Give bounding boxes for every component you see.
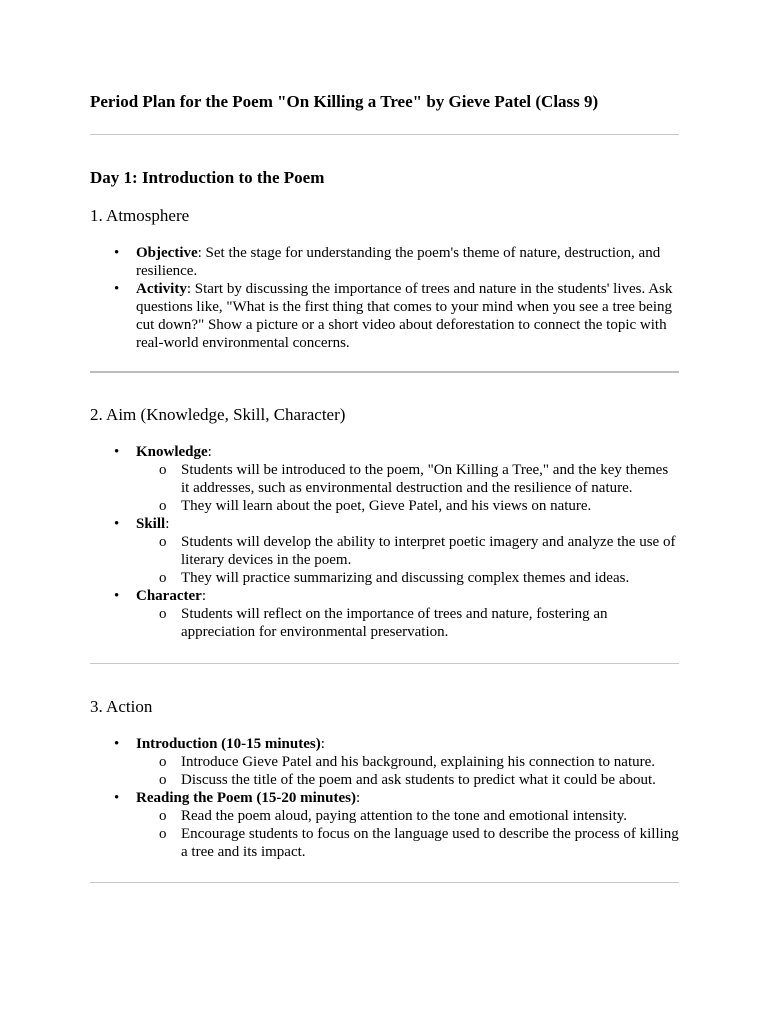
document-title: Period Plan for the Poem "On Killing a Tree" by Gieve Patel (Class 9)	[90, 92, 599, 111]
sub-bullet-icon: o	[159, 462, 167, 478]
bullet-icon: •	[114, 790, 120, 806]
sub-list-item: o Read the poem aloud, paying attention to the tone and emotional intensity.	[159, 808, 628, 824]
list-item-objective	[90, 244, 680, 280]
item-text: : Start by discussing the importance of trees and nature in the students' lives. Ask questions like, "What is the first thing that comes to your mind when you see a tree being cut down?" Show a picture or a short video about deforestation to connect the topic with real-world environmental concerns.	[136, 281, 673, 351]
list-item-introduction	[90, 735, 680, 789]
sub-bullet-icon: o	[159, 772, 167, 788]
sub-bullet-icon: o	[159, 808, 167, 824]
section-heading-aim: 2. Aim (Knowledge, Skill, Character)	[90, 405, 346, 424]
item-label: Skill	[136, 516, 166, 532]
sub-list	[136, 807, 680, 861]
item-label: Activity	[136, 281, 187, 297]
sub-list-item: o They will practice summarizing and discussing complex themes and ideas.	[159, 570, 630, 586]
atmosphere-list	[90, 244, 680, 352]
bullet-icon: •	[114, 444, 120, 460]
aim-list	[90, 443, 680, 641]
bullet-icon: •	[114, 516, 120, 532]
list-item-character	[90, 587, 680, 641]
sub-list	[136, 605, 680, 641]
item-text: :	[201, 588, 206, 604]
sub-list-item: o Students will develop the ability to interpret poetic imagery and analyze the use of literary devices in the poem.	[159, 534, 676, 568]
sub-list	[136, 461, 680, 515]
sub-list-item: o Introduce Gieve Patel and his background, explaining his connection to nature.	[159, 754, 656, 770]
sub-list-item: o Encourage students to focus on the language used to describe the process of killing a tree and its impact.	[159, 826, 679, 860]
item-text: :	[355, 790, 361, 806]
sub-bullet-icon: o	[159, 826, 167, 842]
item-text: :	[320, 736, 325, 752]
section-heading-action: 3. Action	[90, 697, 153, 716]
bullet-icon: •	[114, 736, 120, 752]
item-label: Character	[136, 588, 202, 604]
sub-list	[136, 753, 680, 789]
list-item-knowledge	[90, 443, 680, 515]
list-item-activity	[90, 280, 680, 352]
horizontal-rule	[90, 882, 679, 883]
sub-bullet-icon: o	[159, 570, 167, 586]
bullet-icon: •	[114, 245, 120, 261]
sub-list-item: o They will learn about the poet, Gieve Patel, and his views on nature.	[159, 498, 592, 514]
action-list	[90, 735, 680, 861]
item-text: :	[207, 444, 212, 460]
horizontal-rule	[90, 134, 679, 135]
item-label: Reading the Poem (15-20 minutes)	[136, 790, 356, 806]
item-label: Knowledge	[136, 444, 208, 460]
section-heading-atmosphere: 1. Atmosphere	[90, 206, 190, 225]
list-item-reading	[90, 789, 680, 861]
sub-bullet-icon: o	[159, 534, 167, 550]
item-label: Objective	[136, 245, 198, 261]
sub-list-item: o Students will be introduced to the poem, "On Killing a Tree," and the key themes it addresses, such as environmental destruction and the resilience of nature.	[159, 462, 669, 496]
list-item-skill	[90, 515, 680, 587]
sub-list	[136, 533, 680, 587]
horizontal-rule	[90, 663, 679, 664]
item-label: Introduction (10-15 minutes)	[136, 736, 321, 752]
sub-bullet-icon: o	[159, 754, 167, 770]
item-text: :	[165, 516, 170, 532]
sub-bullet-icon: o	[159, 606, 167, 622]
sub-list-item: o Students will reflect on the importance of trees and nature, fostering an appreciation for environmental preservation.	[159, 606, 608, 640]
day-heading: Day 1: Introduction to the Poem	[90, 168, 325, 187]
item-text: : Set the stage for understanding the poem's theme of nature, destruction, and resilience.	[136, 245, 661, 279]
sub-list-item: o Discuss the title of the poem and ask students to predict what it could be about.	[159, 772, 656, 788]
bullet-icon: •	[114, 588, 120, 604]
sub-bullet-icon: o	[159, 498, 167, 514]
bullet-icon: •	[114, 281, 120, 297]
horizontal-rule	[90, 371, 679, 373]
